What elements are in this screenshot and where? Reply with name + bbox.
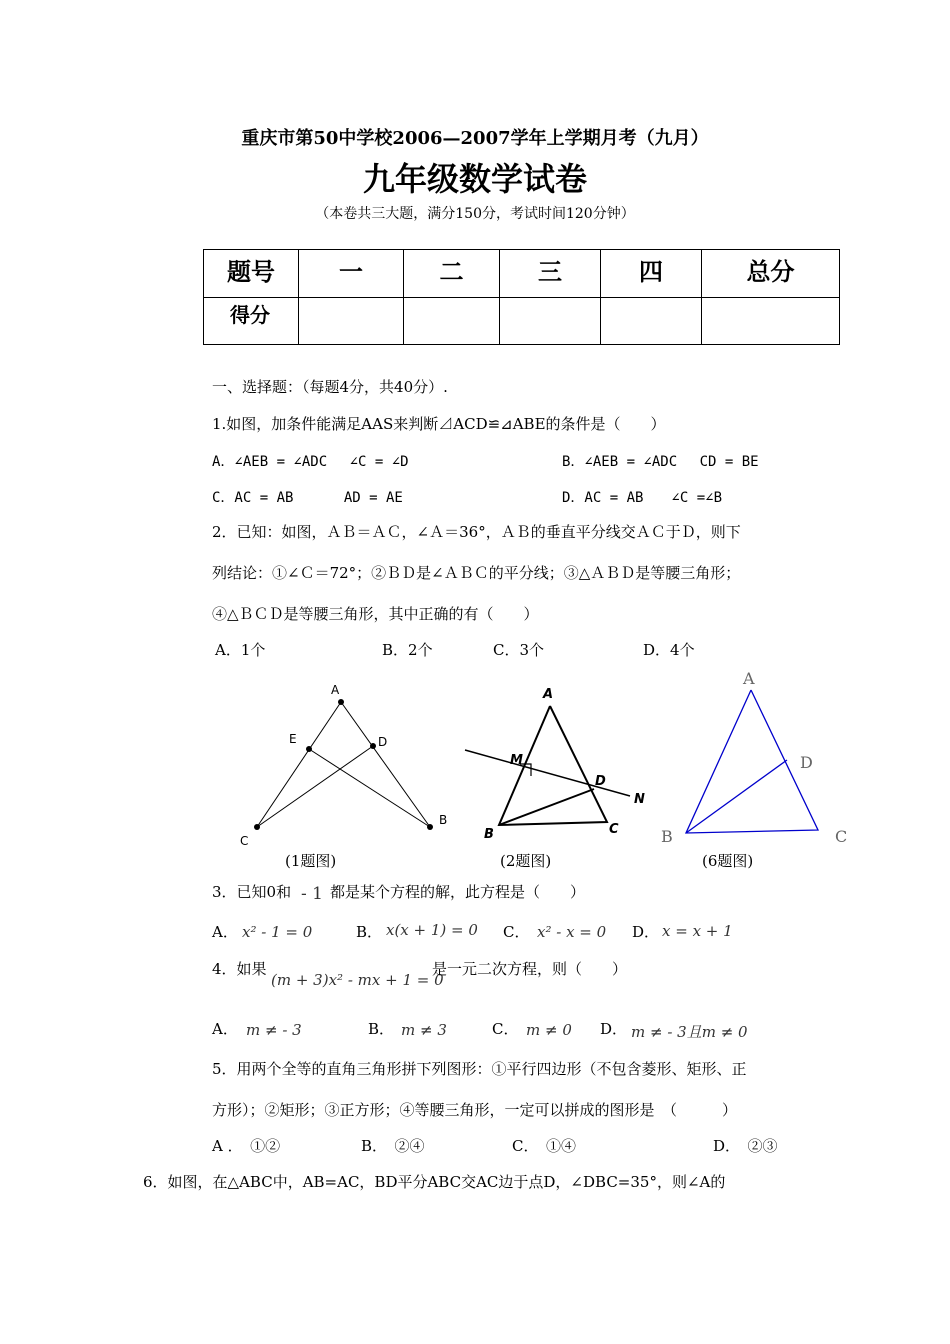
- fig2-label-m: M: [510, 753, 523, 768]
- q3-stem-a: 3．已知0和: [212, 883, 292, 901]
- q2-line2: 列结论：①∠Ｃ＝72°；②ＢＤ是∠ＡＢＣ的平分线；③△ＡＢＤ是等腰三角形；: [212, 564, 741, 582]
- q4-option-a: m ≠ - 3: [246, 1021, 302, 1039]
- q3-option-d: x = x + 1: [662, 922, 733, 940]
- q4-stem-a: 4．如果: [212, 960, 267, 978]
- q2-option-b: B．2个: [382, 641, 433, 659]
- fig1-caption: (1题图): [285, 852, 337, 870]
- fig1-edge-ab: [341, 702, 430, 827]
- q3-label-c: C．: [503, 923, 530, 941]
- fig6-label-c: C: [835, 827, 848, 846]
- fig2-label-n: N: [634, 792, 645, 807]
- q2-option-d: D．4个: [643, 641, 695, 659]
- fig1-point-a: [338, 699, 344, 705]
- q4-option-b: m ≠ 3: [401, 1021, 447, 1039]
- school-header: 重庆市第50中学校2006—2007学年上学期月考（九月）: [241, 128, 709, 149]
- q1-option-c: C．AC = AB AD = AE: [212, 490, 403, 506]
- score-cell[interactable]: [299, 298, 404, 345]
- fig2-label-c: C: [609, 822, 619, 837]
- q4-option-c: m ≠ 0: [526, 1021, 572, 1039]
- fig2-segment-bd: [499, 789, 594, 825]
- score-header-cell: 一: [299, 250, 404, 298]
- fig1-label-e: E: [289, 732, 297, 746]
- q3-option-a: x² - 1 = 0: [242, 923, 313, 941]
- score-table: [203, 249, 840, 345]
- q3-option-b: x(x + 1) = 0: [386, 921, 478, 939]
- fig1-label-b: B: [439, 813, 448, 827]
- fig6-segment-bd: [686, 760, 787, 833]
- fig1-label-a: A: [331, 683, 340, 697]
- q1-option-d: D．AC = AB ∠C =∠B: [562, 490, 723, 506]
- fig1-label-d: D: [378, 735, 388, 749]
- fig6-caption: (6题图): [702, 852, 754, 870]
- exam-title: 九年级数学试卷: [362, 160, 587, 198]
- q2-option-a: A．1个: [215, 641, 266, 659]
- q4-stem-math: (m + 3)x² - mx + 1 = 0: [271, 971, 444, 989]
- fig2-label-d: D: [595, 774, 606, 789]
- score-table-header-row: [204, 250, 840, 298]
- q4-label-a: A．: [212, 1020, 238, 1038]
- fig1-point-d: [370, 743, 376, 749]
- q2-option-c: C．3个: [493, 641, 545, 659]
- score-header-cell: 题号: [204, 250, 299, 298]
- q3-label-d: D．: [632, 923, 660, 941]
- score-cell[interactable]: [601, 298, 702, 345]
- q2-line1: 2．已知：如图，ＡＢ＝ＡＣ，∠Ａ＝36°，ＡＢ的垂直平分线交ＡＣ于Ｄ，则下: [212, 523, 741, 541]
- q4-label-b: B．: [368, 1020, 395, 1038]
- fig2-label-b: B: [484, 827, 494, 842]
- fig1-point-c: [254, 824, 260, 830]
- q5-option-a: A ． ①②: [212, 1137, 281, 1155]
- score-header-cell: 三: [500, 250, 601, 298]
- q5-option-c: C． ①④: [512, 1137, 576, 1155]
- q3-label-b: B．: [356, 923, 383, 941]
- score-header-cell: 二: [404, 250, 500, 298]
- q3-stem-math: - 1: [301, 884, 323, 904]
- q4-option-d: m ≠ - 3且m ≠ 0: [631, 1023, 748, 1041]
- fig1-point-b: [427, 824, 433, 830]
- q1-stem: 1.如图，加条件能满足AAS来判断⊿ACD≌⊿ABE的条件是（ ）: [212, 415, 666, 433]
- fig6-label-d: D: [800, 753, 813, 772]
- q5-option-b: B． ②④: [361, 1137, 425, 1155]
- q3-label-a: A．: [212, 923, 238, 941]
- q6-line1: 6．如图，在△ABC中，AB=AC，BD平分ABC交AC边于点D，∠DBC=35°，则∠A的: [143, 1173, 726, 1191]
- fig1-label-c: C: [240, 834, 249, 848]
- score-cell[interactable]: [404, 298, 500, 345]
- q4-label-d: D．: [600, 1020, 628, 1038]
- fig1-edge-dc: [257, 746, 373, 827]
- score-cell[interactable]: [500, 298, 601, 345]
- fig2-line-mn: [465, 750, 630, 796]
- q4-stem-b: 是一元二次方程，则（ ）: [432, 960, 628, 978]
- figure-1: [257, 702, 430, 827]
- exam-note: （本卷共三大题，满分150分，考试时间120分钟）: [315, 206, 635, 222]
- q3-stem-b: 都是某个方程的解，此方程是（ ）: [330, 883, 586, 901]
- fig6-label-a: A: [743, 669, 755, 688]
- q3-option-c: x² - x = 0: [537, 923, 607, 941]
- fig6-label-b: B: [661, 827, 673, 846]
- q2-line3: ④△ＢＣＤ是等腰三角形，其中正确的有（ ）: [212, 605, 539, 623]
- score-header-cell: 四: [601, 250, 702, 298]
- figure-6: [686, 690, 818, 833]
- fig1-edge-eb: [309, 749, 430, 827]
- fig2-label-a: A: [543, 687, 554, 702]
- fig6-triangle: [686, 690, 818, 833]
- figure-2: [465, 706, 630, 825]
- score-cell[interactable]: [702, 298, 840, 345]
- score-table-score-row: [204, 298, 840, 345]
- q5-option-d: D． ②③: [713, 1137, 778, 1155]
- fig1-point-e: [306, 746, 312, 752]
- q1-option-a: A．∠AEB = ∠ADC ∠C = ∠D: [212, 454, 409, 470]
- score-row-label: 得分: [204, 298, 299, 345]
- q5-line1: 5．用两个全等的直角三角形拼下列图形：①平行四边形（不包含菱形、矩形、正: [212, 1060, 747, 1078]
- q4-label-c: C．: [492, 1020, 519, 1038]
- figures-area: [0, 660, 950, 870]
- q5-line2: 方形）；②矩形；③正方形；④等腰三角形，一定可以拼成的图形是 （ ）: [212, 1101, 738, 1119]
- q1-option-b: B．∠AEB = ∠ADC CD = BE: [562, 454, 759, 470]
- score-header-cell: 总分: [702, 250, 840, 298]
- section-title: 一、选择题：（每题4分，共40分）.: [212, 378, 448, 396]
- fig2-caption: (2题图): [500, 852, 552, 870]
- fig1-edge-ac: [257, 702, 341, 827]
